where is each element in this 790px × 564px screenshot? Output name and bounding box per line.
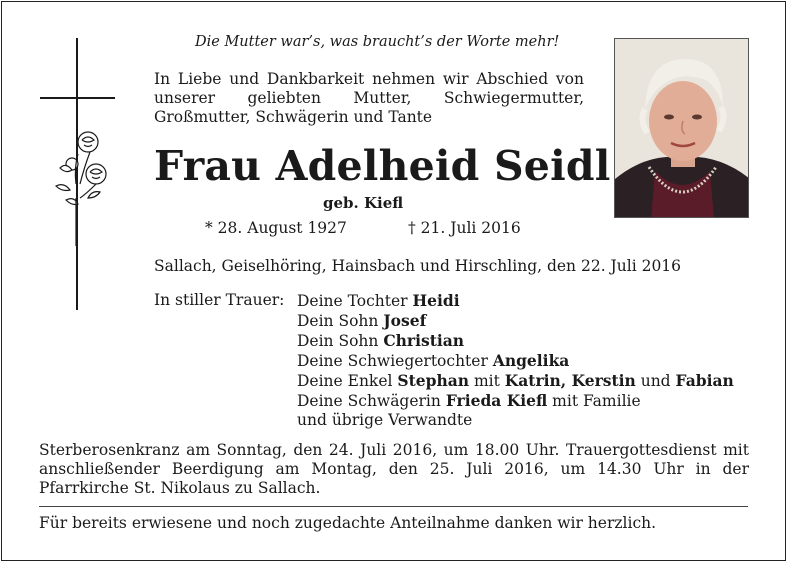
thanks-text: Für bereits erwiesene und noch zugedachte Anteilnahme danken wir herzlich.: [39, 514, 657, 532]
connector: und: [635, 372, 676, 390]
mourner-name: Angelika: [492, 351, 570, 370]
mourner-line: [297, 351, 734, 371]
relation: Deine Schwiegertochter: [297, 352, 493, 370]
relation: Dein Sohn: [297, 332, 384, 350]
death-date: † 21. Juli 2016: [408, 219, 521, 237]
intro-text: In Liebe und Dankbarkeit nehmen wir Abschied von unserer geliebten Mutter, Schwiegermutter, Großmutter, Schwägerin und Tante: [154, 70, 584, 126]
deceased-name: Frau Adelheid Seidl: [154, 142, 611, 190]
birth-date: * 28. August 1927: [205, 219, 347, 237]
rose-icon: [50, 128, 112, 248]
mourner-line: [297, 291, 734, 311]
portrait-photo: [614, 38, 749, 218]
mourners-list: [297, 291, 734, 430]
place-date: Sallach, Geiselhöring, Hainsbach und Hirschling, den 22. Juli 2016: [154, 257, 682, 275]
mourner-line: [297, 311, 734, 331]
mourner-name: Katrin, Kerstin: [504, 371, 636, 390]
birth-name: geb. Kiefl: [323, 194, 404, 212]
relation: Dein Sohn: [297, 312, 384, 330]
relation: und übrige Verwandte: [297, 411, 473, 429]
mourner-name: Stephan: [397, 371, 470, 390]
mourner-name: Josef: [383, 311, 427, 330]
divider: [39, 506, 748, 507]
connector: mit: [469, 372, 505, 390]
mourner-name: Fabian: [675, 371, 734, 390]
mourner-line: [297, 391, 734, 411]
relation-suffix: mit Familie: [547, 392, 641, 410]
mourner-name: Heidi: [412, 291, 460, 310]
relation: Deine Enkel: [297, 372, 398, 390]
mourner-name: Frieda Kiefl: [445, 391, 548, 410]
mourning-label: In stiller Trauer:: [154, 291, 285, 309]
motto: Die Mutter war’s, was braucht’s der Worte mehr!: [195, 34, 560, 50]
mourner-line: [297, 371, 734, 391]
mourner-name: Christian: [383, 331, 465, 350]
cross-bar: [40, 97, 115, 99]
mourner-line: [297, 411, 734, 430]
service-info: Sterberosenkranz am Sonntag, den 24. Juli 2016, um 18.00 Uhr. Trauergottesdienst mit anschließender Beerdigung am Montag, den 25. Juli 2016, um 14.30 Uhr in der Pfarrkirche St. Nikolaus zu Sallach.: [39, 441, 749, 497]
relation: Deine Tochter: [297, 292, 413, 310]
mourner-line: [297, 331, 734, 351]
relation: Deine Schwägerin: [297, 392, 446, 410]
